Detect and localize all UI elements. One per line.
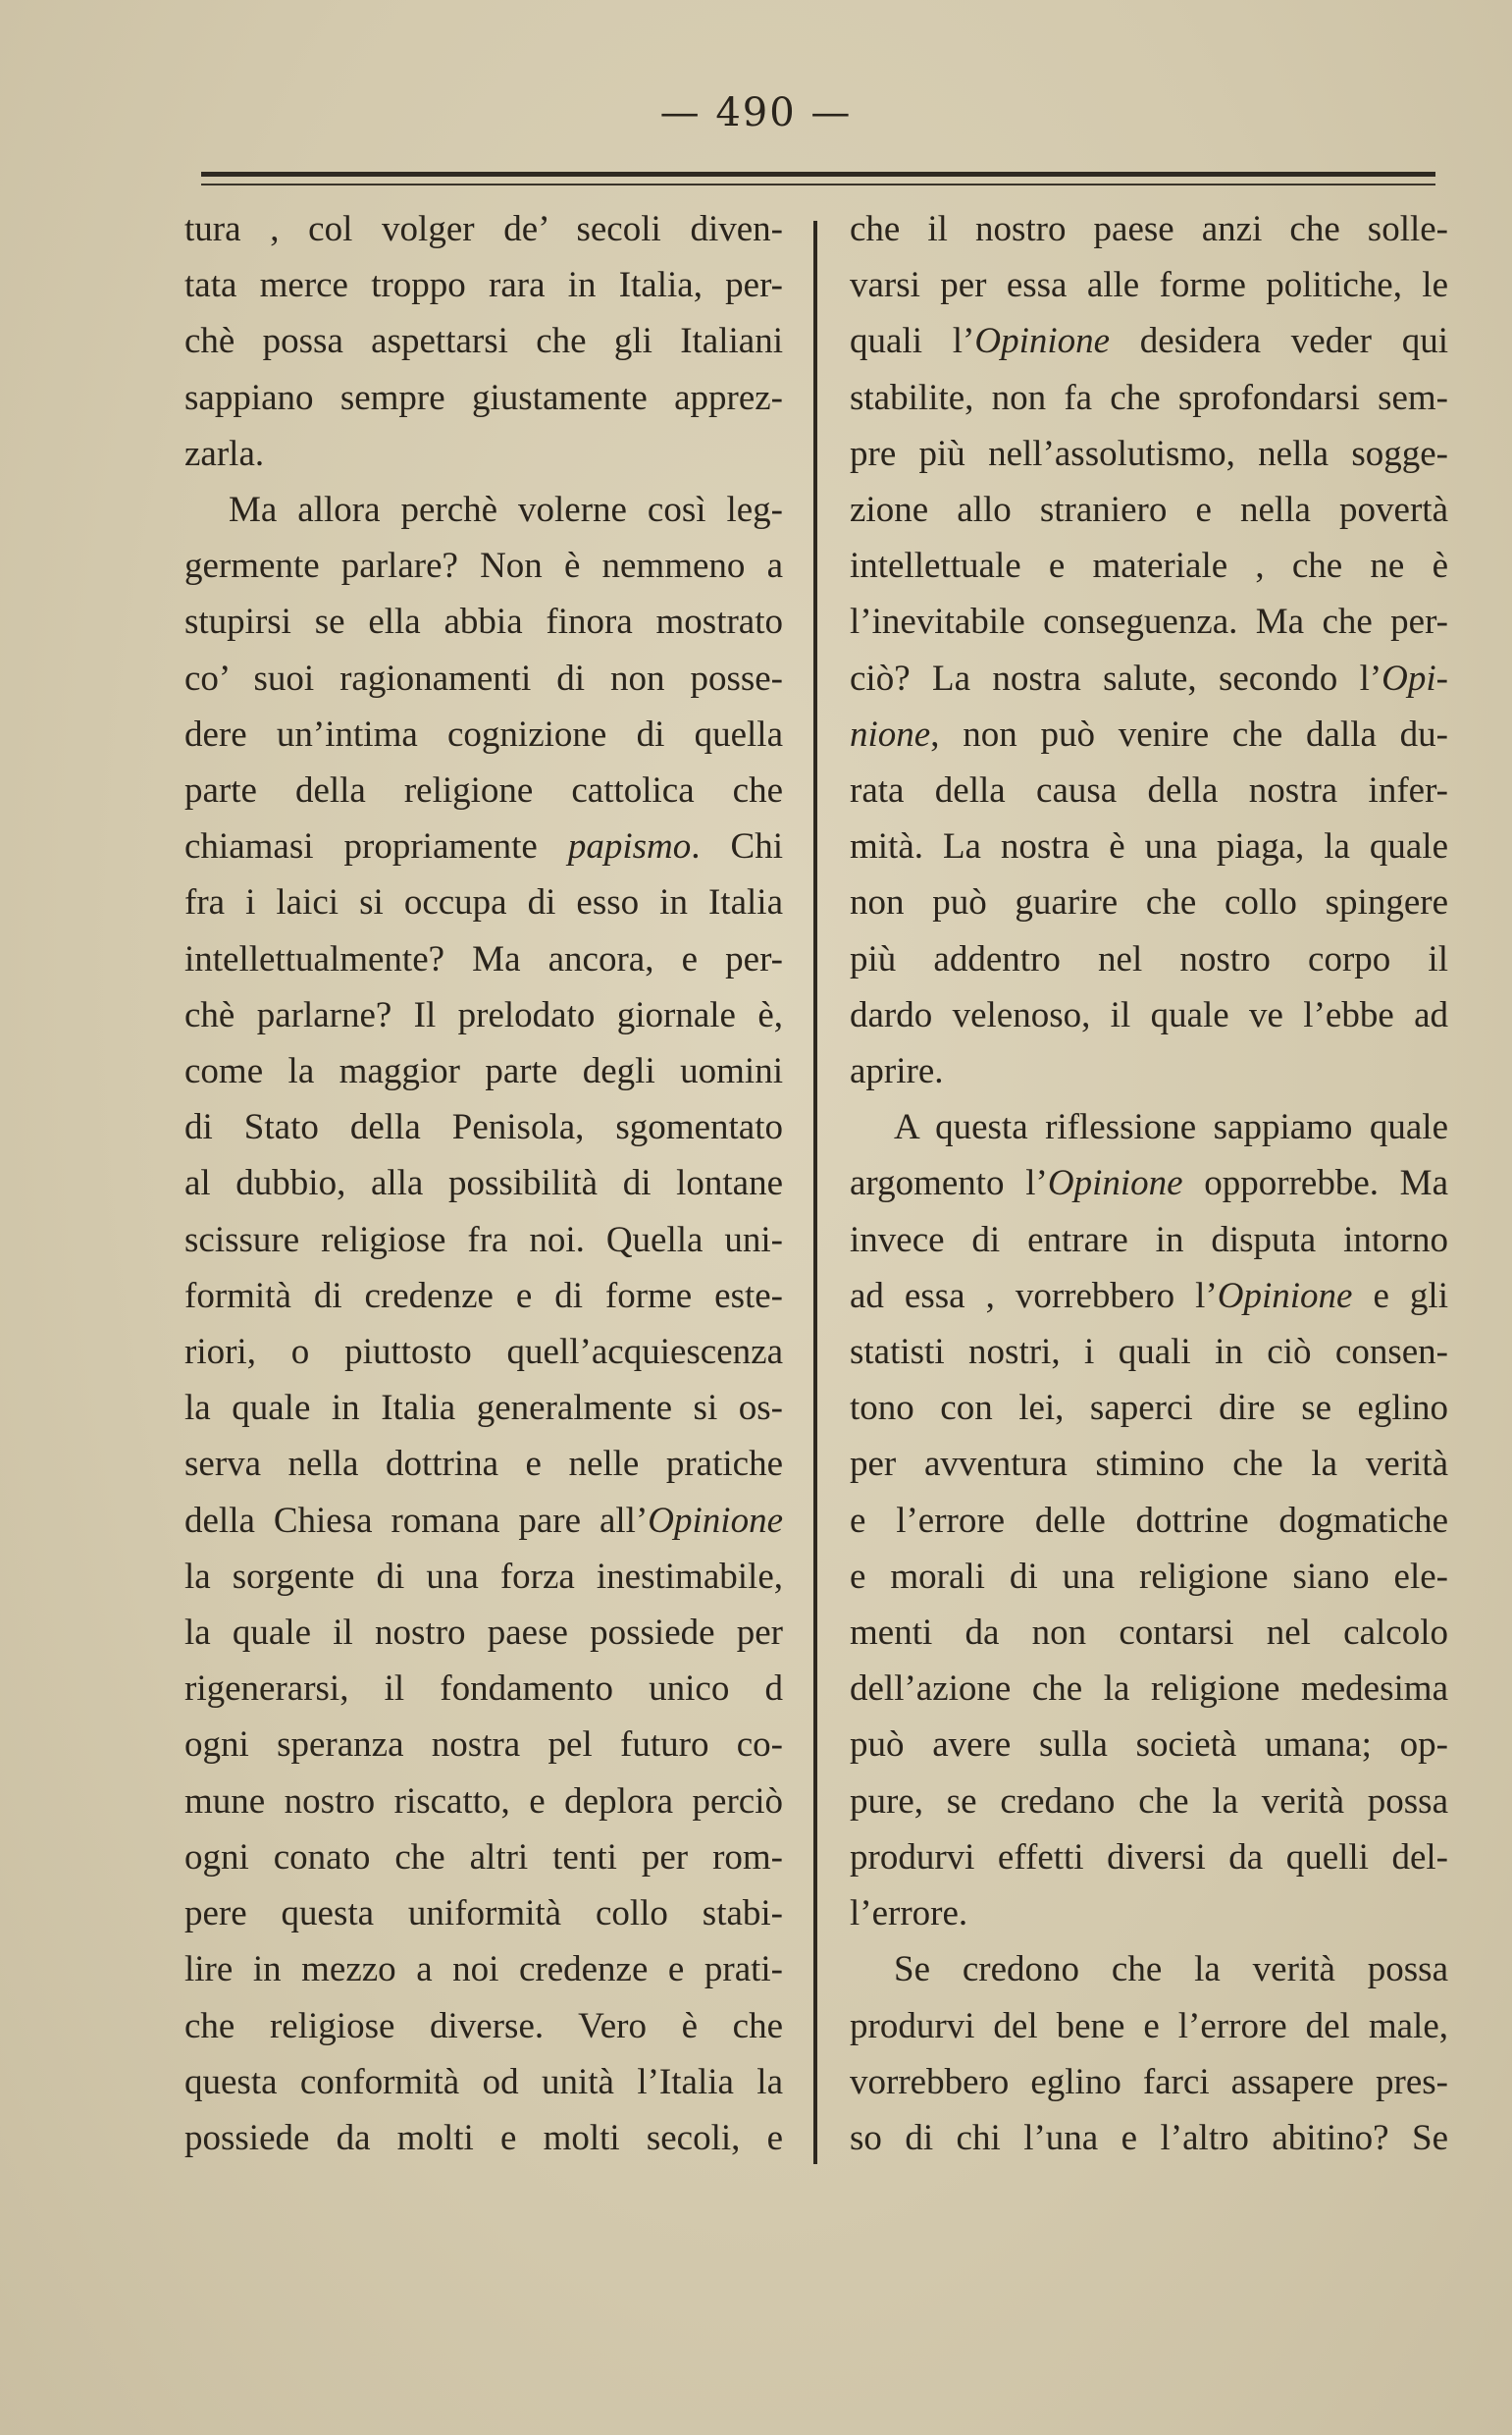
text-line: ad essa , vorrebbero l’Opinione e gli xyxy=(850,1275,1448,1316)
text-line: l’errore. xyxy=(850,1893,968,1934)
text-line: pure, se credano che la verità possa xyxy=(850,1780,1448,1822)
left-column xyxy=(184,201,783,2166)
text-line: A questa riflessione sappiamo quale xyxy=(894,1107,1448,1148)
text-line: intellettuale e materiale , che ne è xyxy=(850,546,1448,587)
text-line: pere questa uniformità collo stabi- xyxy=(184,1893,783,1934)
text-line: della Chiesa romana pare all’Opinione xyxy=(184,1500,783,1541)
text-line: serva nella dottrina e nelle pratiche xyxy=(184,1444,783,1485)
text-line: per avventura stimino che la verità xyxy=(850,1444,1448,1485)
text-line: fra i laici si occupa di esso in Italia xyxy=(184,882,783,924)
text-line: mità. La nostra è una piaga, la quale xyxy=(850,826,1448,868)
text-line: non può guarire che collo spingere xyxy=(850,882,1448,924)
text-line: quali l’Opinione desidera veder qui xyxy=(850,321,1448,362)
text-line: zarla. xyxy=(184,433,265,474)
text-line: che il nostro paese anzi che solle- xyxy=(850,209,1448,249)
text-line: mune nostro riscatto, e deplora perciò xyxy=(184,1780,783,1822)
text-line: tono con lei, saperci dire se eglino xyxy=(850,1388,1448,1429)
text-line: dell’azione che la religione medesima xyxy=(850,1668,1448,1710)
text-line: chè possa aspettarsi che gli Italiani xyxy=(184,321,783,362)
column-divider xyxy=(813,221,817,2164)
text-line: parte della religione cattolica che xyxy=(184,770,783,812)
text-line: intellettualmente? Ma ancora, e per- xyxy=(184,938,783,979)
text-line: invece di entrare in disputa intorno xyxy=(850,1219,1448,1260)
text-line: dardo velenoso, il quale ve l’ebbe ad xyxy=(850,994,1448,1035)
text-line: produrvi effetti diversi da quelli del- xyxy=(850,1836,1448,1878)
text-line: riori, o piuttosto quell’acquiescenza xyxy=(184,1332,783,1373)
text-line: che religiose diverse. Vero è che xyxy=(184,2005,783,2046)
text-line: produrvi del bene e l’errore del male, xyxy=(850,2005,1448,2046)
text-line: germente parlare? Non è nemmeno a xyxy=(184,546,783,587)
text-line: più addentro nel nostro corpo il xyxy=(850,938,1448,979)
text-line: stabilite, non fa che sprofondarsi sem- xyxy=(850,377,1448,418)
text-line: argomento l’Opinione opporrebbe. Ma xyxy=(850,1163,1448,1204)
text-line: e morali di una religione siano ele- xyxy=(850,1556,1448,1597)
text-line: stupirsi se ella abbia finora mostrato xyxy=(184,602,783,643)
text-line: ogni conato che altri tenti per rom- xyxy=(184,1836,783,1878)
text-line: nione, non può venire che dalla du- xyxy=(850,714,1448,755)
text-line: rata della causa della nostra infer- xyxy=(850,770,1448,812)
text-line: l’inevitabile conseguenza. Ma che per- xyxy=(850,602,1448,643)
text-line: lire in mezzo a noi credenze e prati- xyxy=(184,1949,783,1990)
text-line: aprire. xyxy=(850,1051,944,1092)
text-line: rigenerarsi, il fondamento unico d xyxy=(184,1668,783,1710)
text-line: possiede da molti e molti secoli, e xyxy=(184,2117,783,2158)
text-line: come la maggior parte degli uomini xyxy=(184,1051,783,1092)
text-line: la quale in Italia generalmente si os- xyxy=(184,1388,783,1429)
text-line: la sorgente di una forza inestimabile, xyxy=(184,1556,783,1597)
text-line: tata merce troppo rara in Italia, per- xyxy=(184,265,783,306)
header-rule xyxy=(201,172,1435,185)
text-line: dere un’intima cognizione di quella xyxy=(184,714,783,755)
text-line: al dubbio, alla possibilità di lontane xyxy=(184,1163,783,1204)
text-line: vorrebbero eglino farci assapere pres- xyxy=(850,2061,1448,2102)
text-line: chiamasi propriamente papismo. Chi xyxy=(184,826,783,868)
text-line: pre più nell’assolutismo, nella sogge- xyxy=(850,433,1448,474)
text-line: scissure religiose fra noi. Quella uni- xyxy=(184,1219,783,1260)
text-line: questa conformità od unità l’Italia la xyxy=(184,2061,783,2102)
text-line: può avere sulla società umana; op- xyxy=(850,1724,1448,1766)
text-line: varsi per essa alle forme politiche, le xyxy=(850,265,1448,306)
right-column xyxy=(850,201,1448,2166)
text-line: di Stato della Penisola, sgomentato xyxy=(184,1107,783,1148)
text-line: e l’errore delle dottrine dogmatiche xyxy=(850,1500,1448,1541)
text-line: formità di credenze e di forme este- xyxy=(184,1275,783,1316)
text-line: statisti nostri, i quali in ciò consen- xyxy=(850,1332,1448,1373)
text-line: Se credono che la verità possa xyxy=(894,1949,1448,1990)
text-line: co’ suoi ragionamenti di non posse- xyxy=(184,658,783,699)
page-number: — 490 — xyxy=(659,90,853,135)
text-line: la quale il nostro paese possiede per xyxy=(184,1613,783,1654)
text-line: ogni speranza nostra pel futuro co- xyxy=(184,1724,783,1766)
text-line: chè parlarne? Il prelodato giornale è, xyxy=(184,994,783,1035)
text-line: ciò? La nostra salute, secondo l’Opi- xyxy=(850,658,1448,699)
text-line: Ma allora perchè volerne così leg- xyxy=(229,490,783,531)
text-line: so di chi l’una e l’altro abitino? Se xyxy=(850,2117,1448,2158)
text-line: tura , col volger de’ secoli diven- xyxy=(184,209,783,249)
text-line: zione allo straniero e nella povertà xyxy=(850,490,1448,531)
text-line: sappiano sempre giustamente apprez- xyxy=(184,377,783,418)
text-line: menti da non contarsi nel calcolo xyxy=(850,1613,1448,1654)
